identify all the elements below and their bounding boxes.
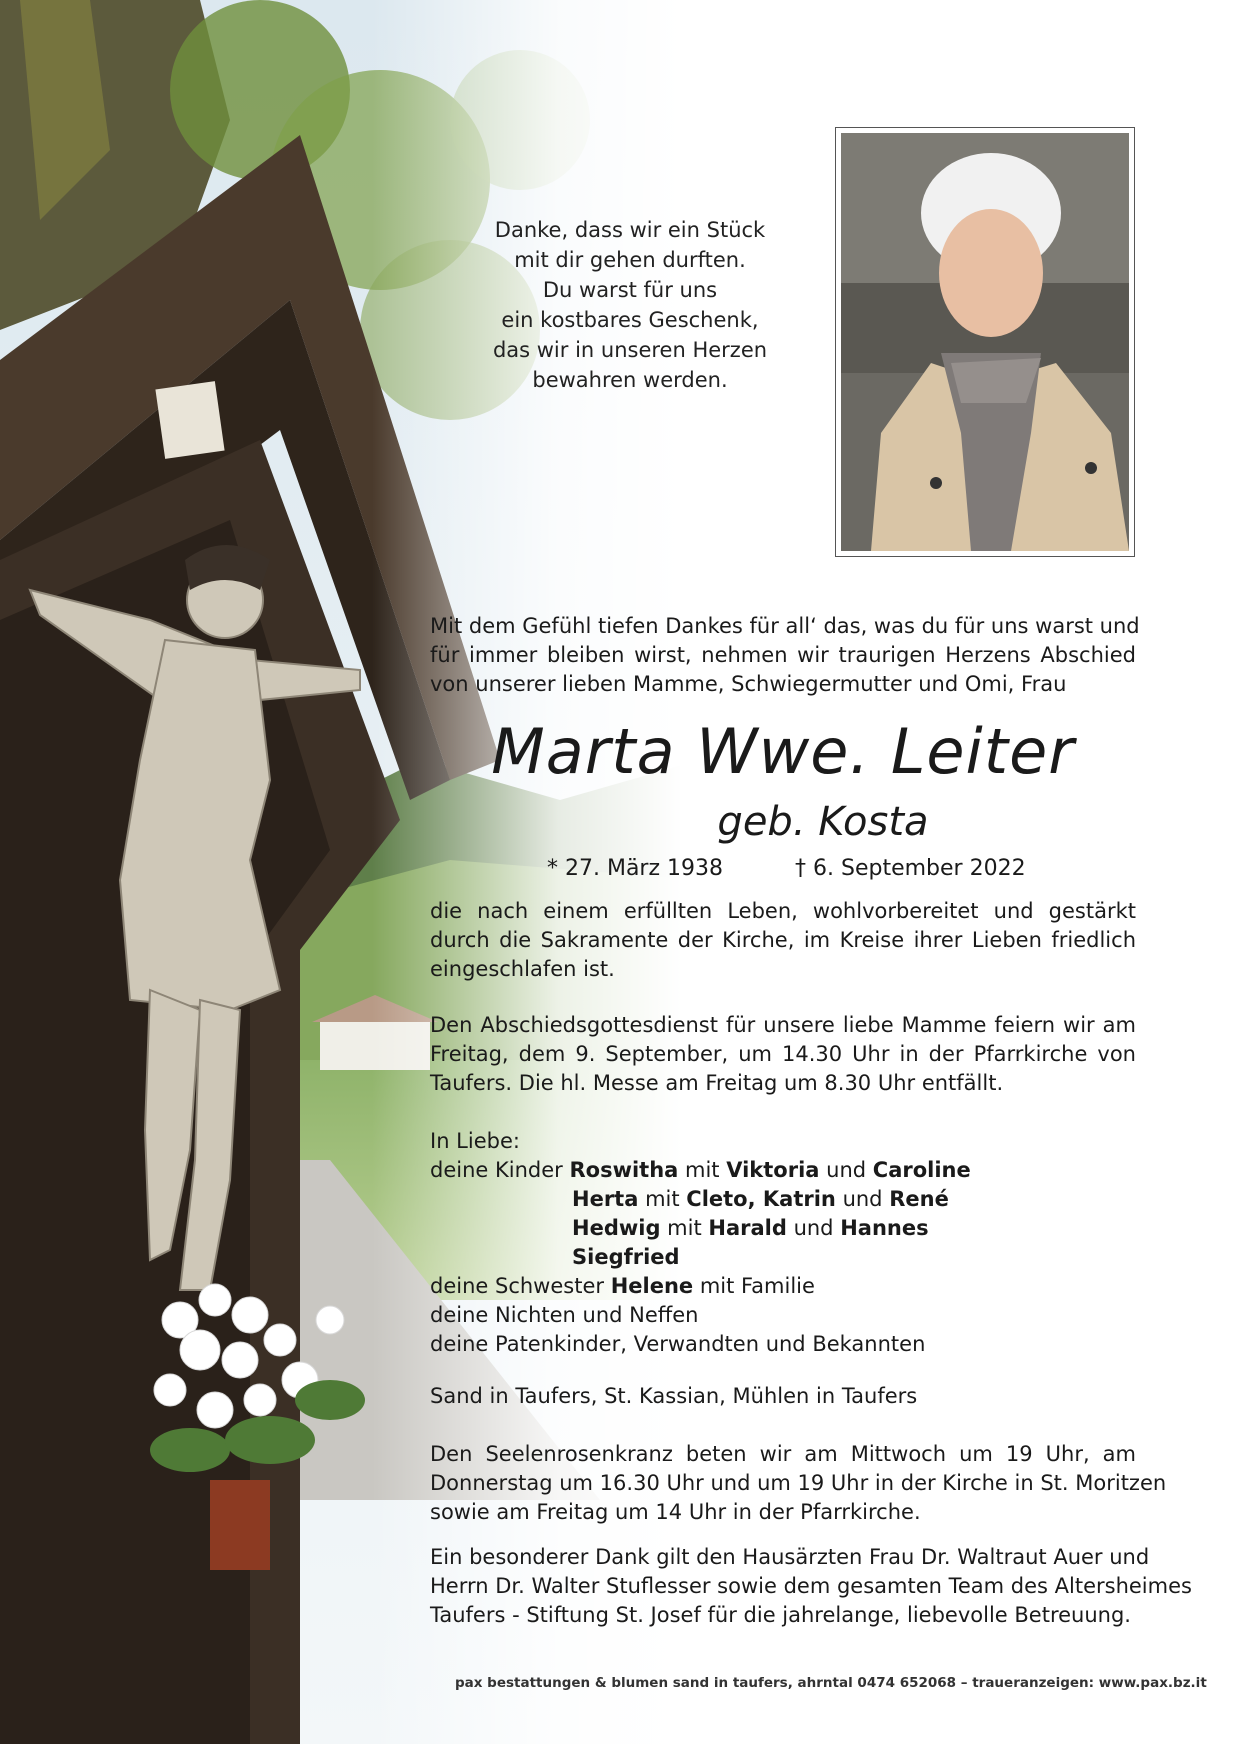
death-line: durch die Sakramente der Kirche, im Kreise ihrer Lieben friedlich (430, 928, 1136, 952)
nieces-row: deine Nichten und Neffen (430, 1303, 699, 1327)
poem-line: Danke, dass wir ein Stück (494, 218, 766, 242)
poem (450, 215, 810, 395)
footer-imprint: pax bestattungen & blumen sand in taufers, ahrntal 0474 652068 – traueranzeigen: www.pax.bz.it (455, 1675, 1207, 1691)
places (430, 1382, 1136, 1411)
rosary-line: sowie am Freitag um 14 Uhr in der Pfarrkirche. (430, 1500, 921, 1524)
places-line: Sand in Taufers, St. Kassian, Mühlen in Taufers (430, 1384, 918, 1408)
death-line: eingeschlafen ist. (430, 957, 615, 981)
death-text (430, 897, 1136, 984)
rosary-line: Donnerstag um 16.30 Uhr und um 19 Uhr in der Kirche in St. Moritzen (430, 1471, 1167, 1495)
birth-date: * 27. März 1938 (547, 856, 724, 881)
thanks-line: Ein besonderer Dank gilt den Hausärzten Frau Dr. Waltraut Auer und (430, 1545, 1150, 1569)
children-row: Herta mit Cleto, Katrin und René (572, 1187, 949, 1211)
thanks-line: Taufers - Stiftung St. Josef für die jahrelange, liebevolle Betreuung. (430, 1603, 1131, 1627)
funeral-line: Freitag, dem 9. September, um 14.30 Uhr in der Pfarrkirche von (430, 1042, 1136, 1066)
portrait-frame (835, 127, 1135, 557)
intro-line: Mit dem Gefühl tiefen Dankes für all‘ das, was du für uns warst und (430, 614, 1140, 638)
thanks-text (430, 1543, 1192, 1630)
thanks-line: Herrn Dr. Walter Stuflesser sowie dem gesamten Team des Altersheimes (430, 1574, 1192, 1598)
mourners-heading: In Liebe: (430, 1129, 520, 1153)
maiden-name: geb. Kosta (717, 799, 929, 845)
intro-text (430, 612, 1140, 699)
sister-row: deine Schwester Helene mit Familie (430, 1274, 815, 1298)
poem-line: Du warst für uns (542, 278, 718, 302)
funeral-text (430, 1011, 1136, 1098)
poem-line: mit dir gehen durften. (514, 248, 746, 272)
children-row: Hedwig mit Harald und Hannes (572, 1216, 929, 1240)
children-row: deine Kinder Roswitha mit Viktoria und Caroline (430, 1158, 971, 1182)
poem-line: das wir in unseren Herzen (492, 338, 768, 362)
deceased-name: Marta Wwe. Leiter (491, 715, 1075, 788)
death-date: † 6. September 2022 (795, 856, 1026, 881)
mourners-list (430, 1127, 1136, 1359)
rosary-text (430, 1440, 1167, 1527)
children-row: Siegfried (572, 1245, 680, 1269)
poem-line: ein kostbares Geschenk, (501, 308, 759, 332)
funeral-line: Den Abschiedsgottesdienst für unsere liebe Mamme feiern wir am (430, 1013, 1136, 1037)
funeral-line: Taufers. Die hl. Messe am Freitag um 8.30 Uhr entfällt. (430, 1071, 1004, 1095)
portrait-photo (841, 133, 1129, 551)
death-line: die nach einem erfüllten Leben, wohlvorbereitet und gestärkt (430, 899, 1136, 923)
poem-line: bewahren werden. (532, 368, 728, 392)
intro-line: für immer bleiben wirst, nehmen wir traurigen Herzens Abschied (430, 643, 1136, 667)
godchildren-row: deine Patenkinder, Verwandten und Bekannten (430, 1332, 926, 1356)
rosary-line: Den Seelenrosenkranz beten wir am Mittwoch um 19 Uhr, am (430, 1442, 1136, 1466)
intro-line: von unserer lieben Mamme, Schwiegermutter und Omi, Frau (430, 672, 1067, 696)
